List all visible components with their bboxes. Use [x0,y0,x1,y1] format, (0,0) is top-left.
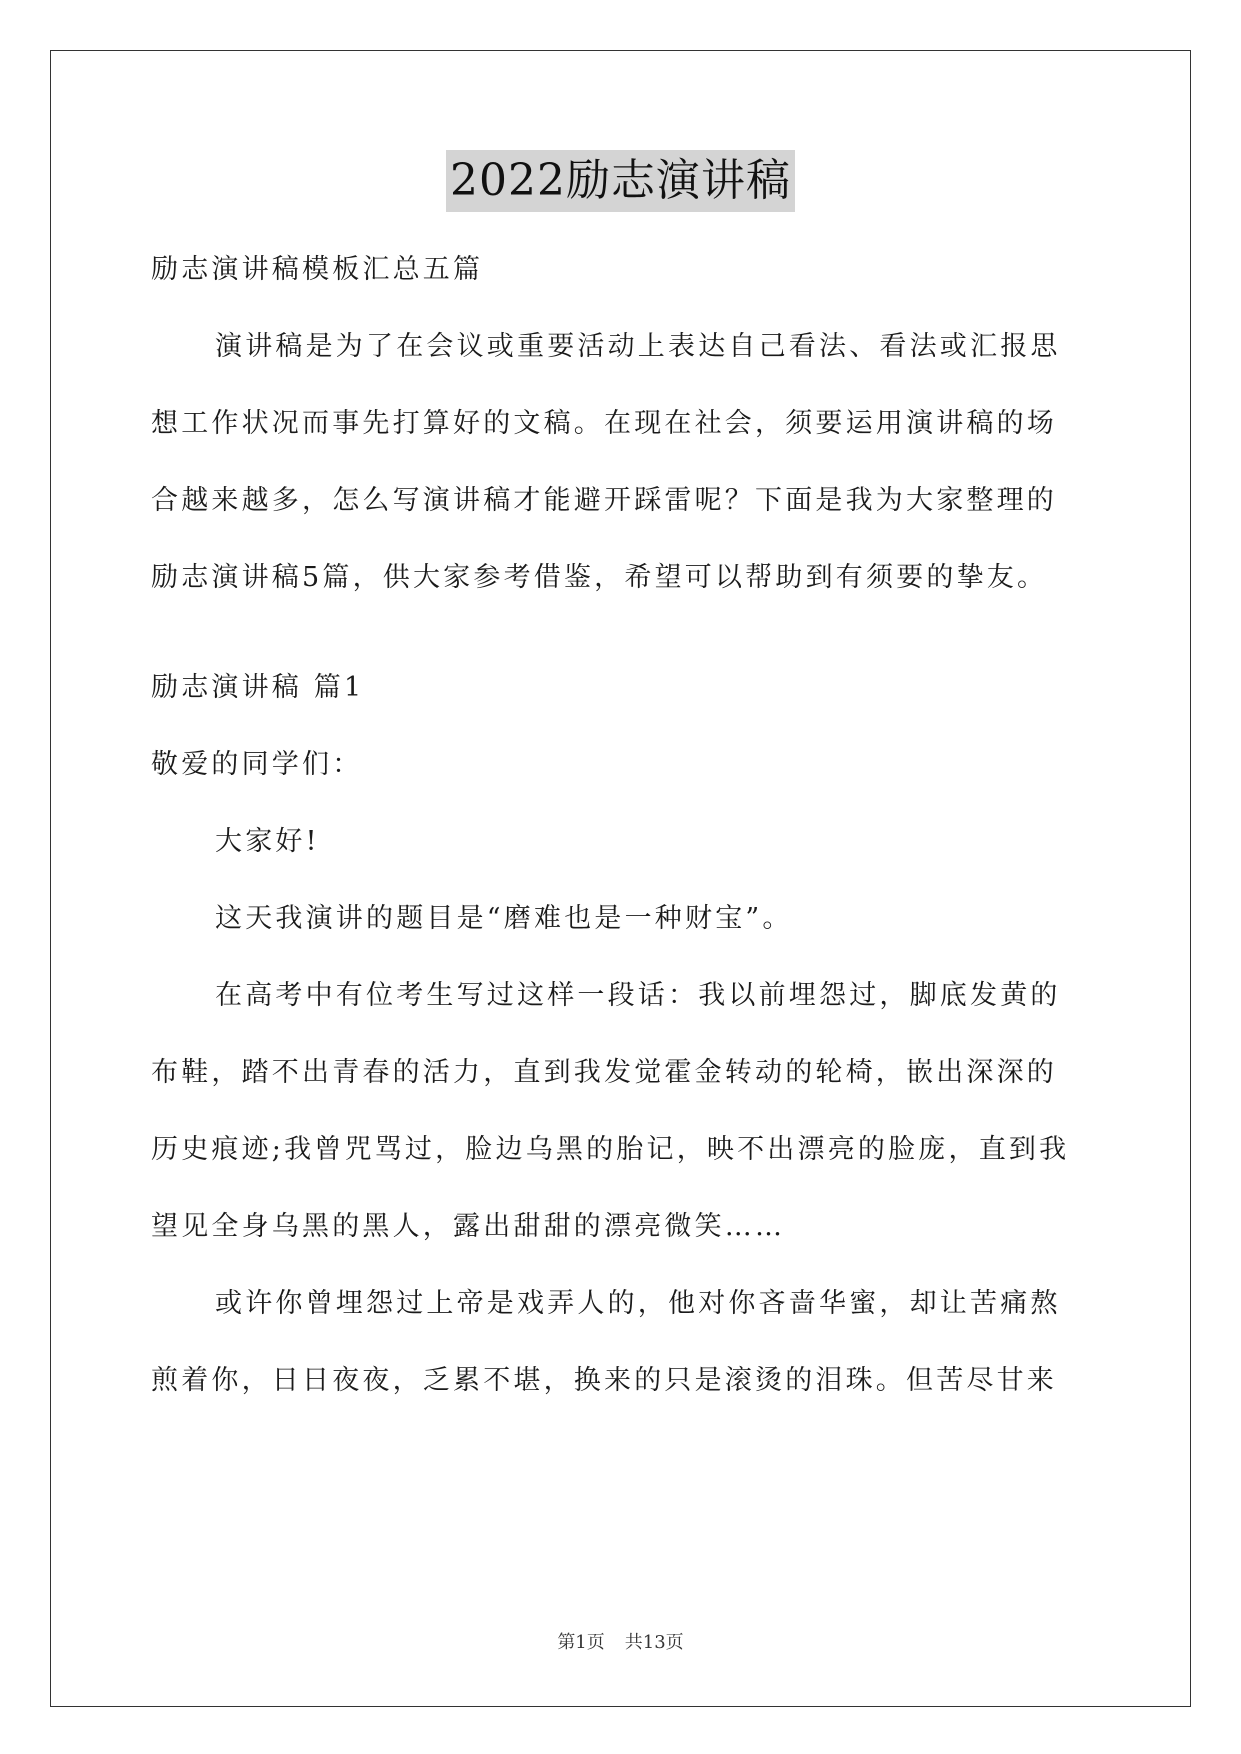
paragraph-line: 在高考中有位考生写过这样一段话：我以前埋怨过，脚底发黄的 [215,980,1061,1011]
section-heading: 励志演讲稿 篇1 [151,672,365,703]
page-total: 共13页 [624,1632,684,1653]
page-number: 第1页 [557,1632,605,1653]
paragraph-line: 布鞋，踏不出青春的活力，直到我发觉霍金转动的轮椅，嵌出深深的 [151,1057,1057,1088]
paragraph-line: 励志演讲稿5篇，供大家参考借鉴，希望可以帮助到有须要的挚友。 [151,562,1048,593]
paragraph-line: 想工作状况而事先打算好的文稿。在现在社会，须要运用演讲稿的场 [151,408,1057,439]
paragraph-line: 或许你曾埋怨过上帝是戏弄人的，他对你吝啬华蜜，却让苦痛熬 [215,1288,1061,1319]
paragraph-line: 历史痕迹;我曾咒骂过，脸边乌黑的胎记，映不出漂亮的脸庞，直到我 [151,1134,1070,1165]
title-container [0,150,1241,212]
paragraph-line: 合越来越多，怎么写演讲稿才能避开踩雷呢？下面是我为大家整理的 [151,485,1057,516]
paragraph-line: 望见全身乌黑的黑人，露出甜甜的漂亮微笑…… [151,1211,786,1242]
document-title: 2022励志演讲稿 [446,150,795,212]
paragraph-line: 煎着你，日日夜夜，乏累不堪，换来的只是滚烫的泪珠。但苦尽甘来 [151,1365,1057,1396]
paragraph-line: 这天我演讲的题目是“磨难也是一种财宝”。 [215,903,793,934]
subtitle-line: 励志演讲稿模板汇总五篇 [151,254,484,285]
salutation-line: 敬爱的同学们： [151,749,363,780]
page-footer [0,1628,1241,1654]
paragraph-line: 演讲稿是为了在会议或重要活动上表达自己看法、看法或汇报思 [215,331,1061,362]
document-body [151,231,1089,1419]
greeting-line: 大家好! [215,826,320,857]
